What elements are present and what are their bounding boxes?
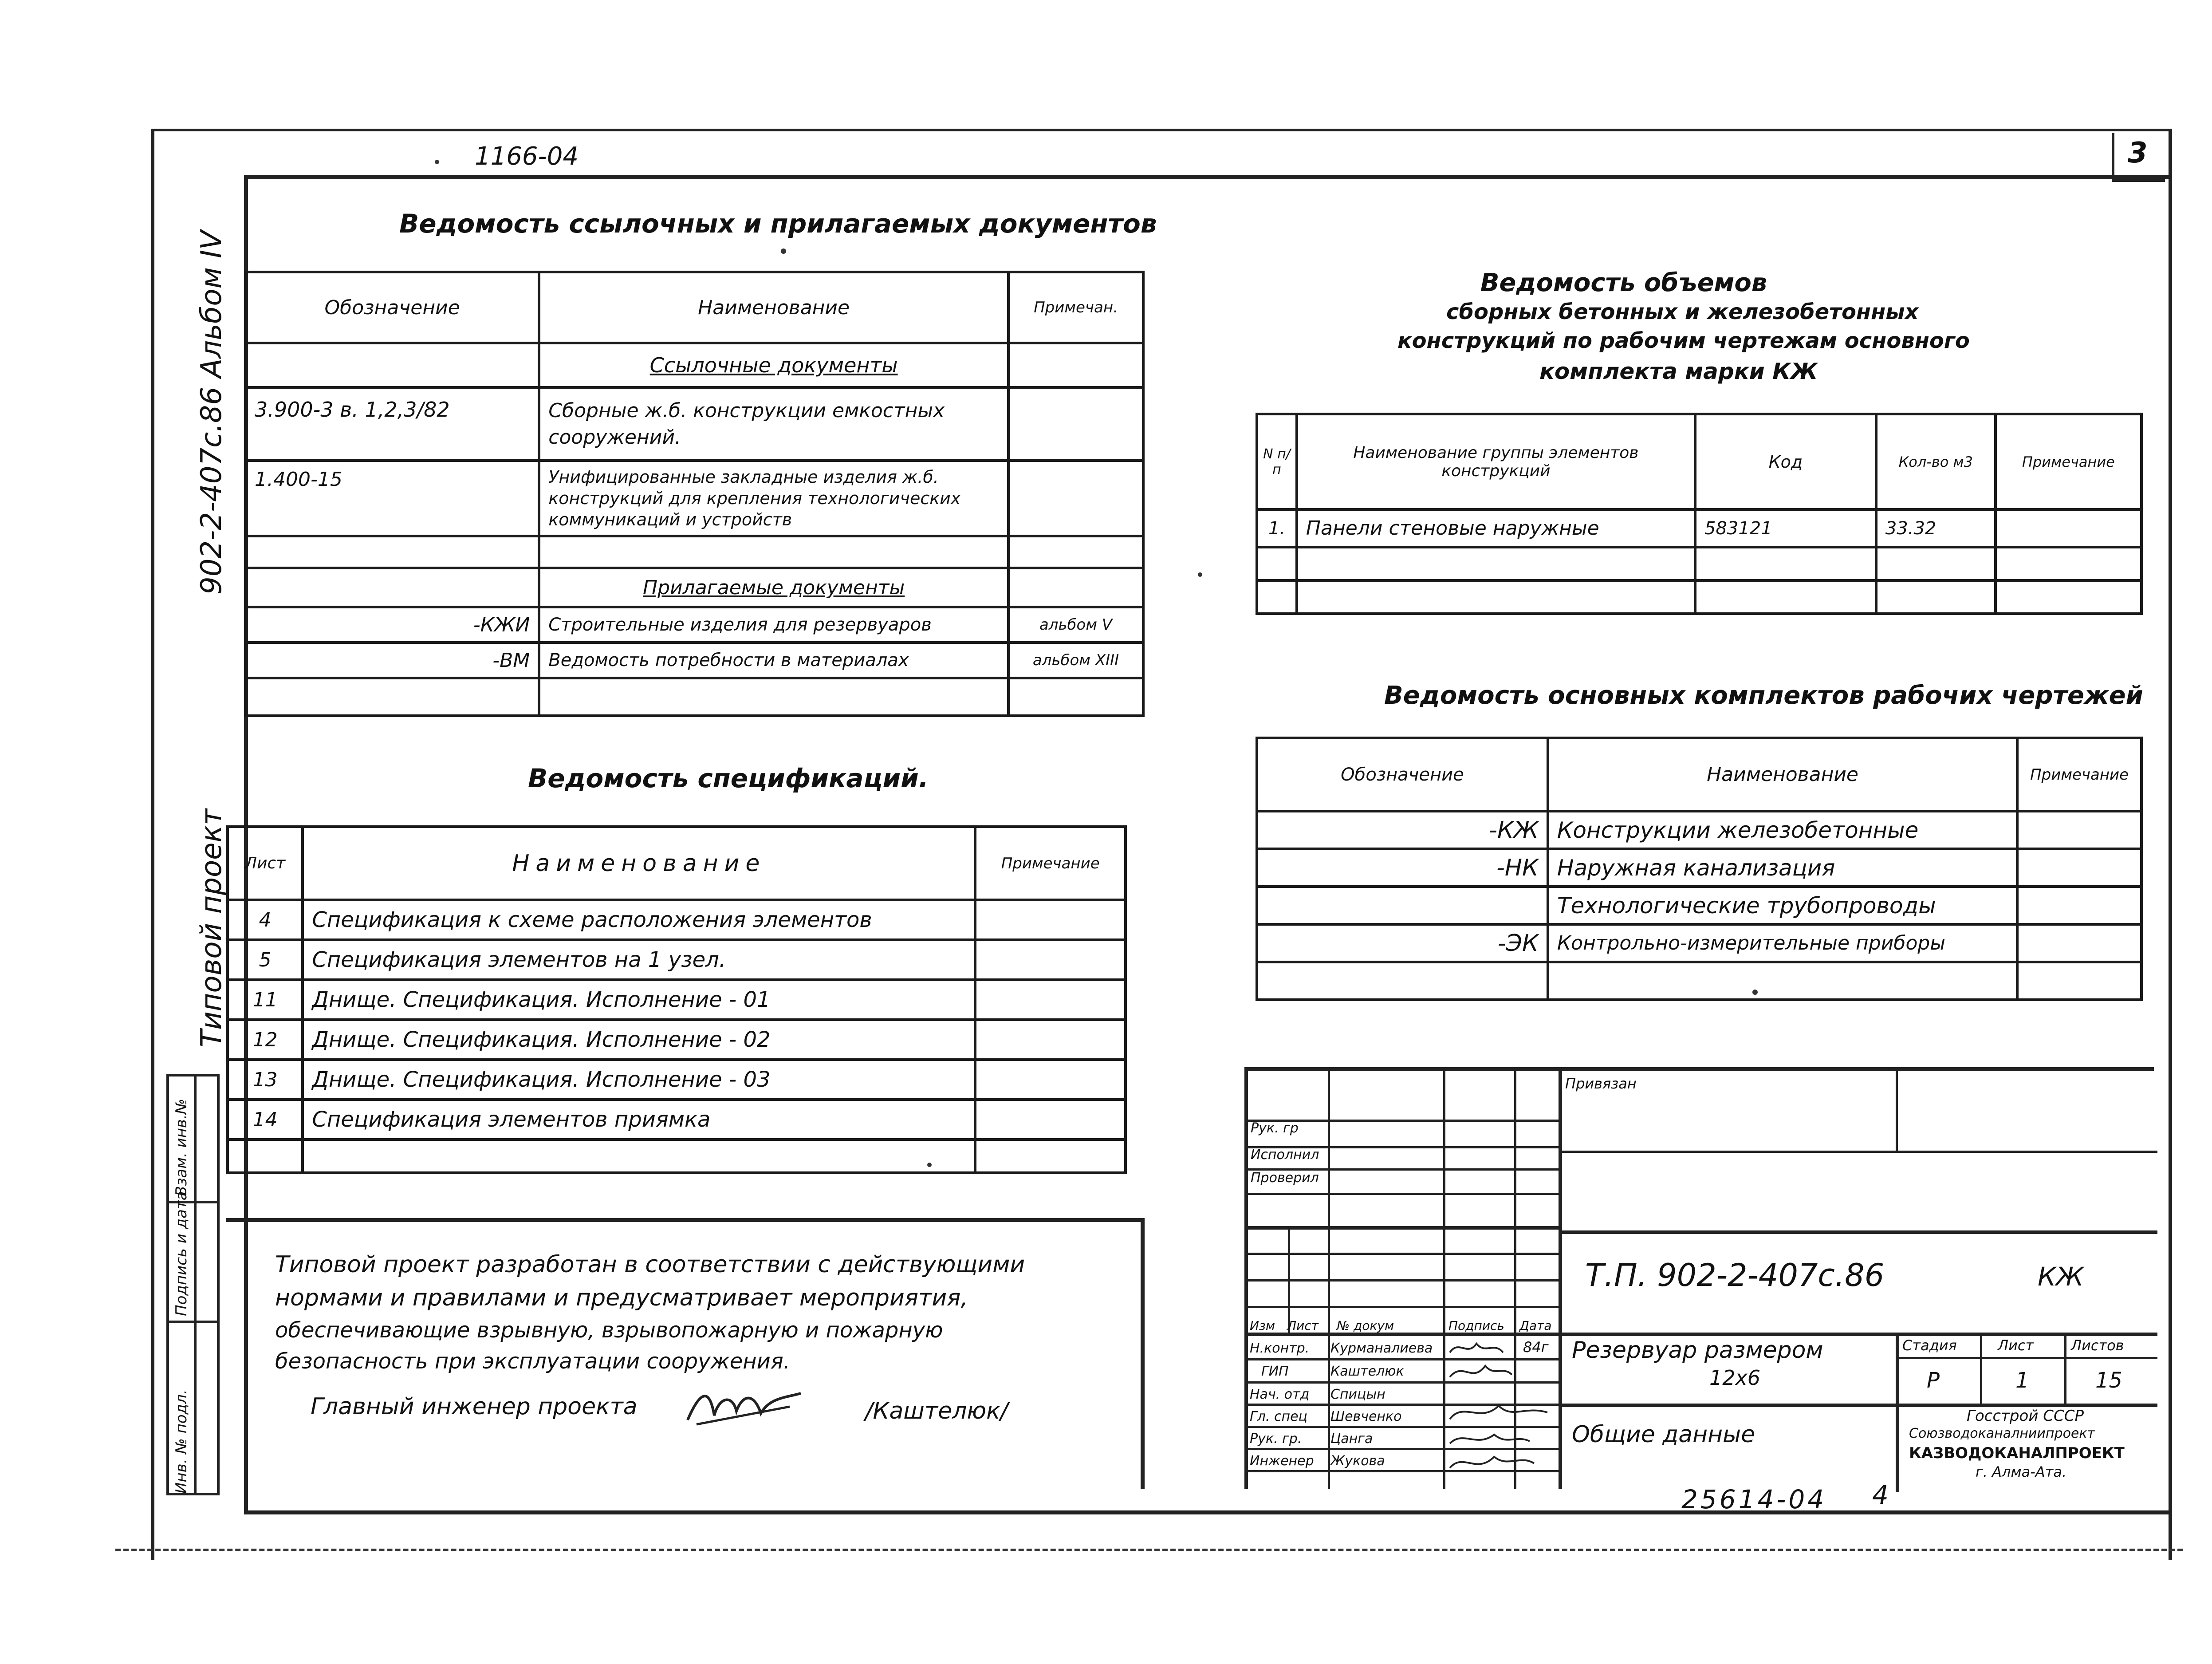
spec-sheet: 5 bbox=[228, 940, 303, 980]
note-line: безопасность при эксплуатации сооружения. bbox=[275, 1349, 790, 1374]
doc-code: Т.П. 902-2-407с.86 bbox=[1585, 1257, 1885, 1293]
specs-hdr-sheet: Лист bbox=[228, 827, 303, 900]
ref-row-code: 3.900-3 в. 1,2,3/82 bbox=[245, 387, 539, 461]
org-line: КАЗВОДОКАНАЛПРОЕКТ bbox=[1909, 1444, 2125, 1462]
title-block bbox=[1244, 1067, 2154, 1489]
spec-name: Днище. Спецификация. Исполнение - 02 bbox=[303, 1020, 975, 1060]
tb-hdr-date: Дата bbox=[1519, 1318, 1552, 1333]
kit-name: Контрольно-измерительные приборы bbox=[1548, 924, 2017, 962]
vol-row-code: 583121 bbox=[1695, 509, 1876, 547]
stamp-vzam: Взам. инв.№ bbox=[173, 1098, 190, 1196]
scan-speck bbox=[927, 1163, 932, 1167]
note-line: Типовой проект разработан в соответствии с действующими bbox=[275, 1251, 1025, 1278]
ref-docs-title: Ведомость ссылочных и прилагаемых документов bbox=[399, 209, 1157, 239]
album-label: 902-2-407с.86 Альбом IV bbox=[195, 230, 228, 595]
kit-code: -ЭК bbox=[1257, 924, 1548, 962]
ref-docs-table bbox=[244, 271, 1145, 717]
chief-name: /Каштелюк/ bbox=[865, 1398, 1008, 1424]
spec-name: Спецификация элементов на 1 узел. bbox=[303, 940, 975, 980]
signatures bbox=[1445, 1335, 1556, 1490]
tb-hdr-doc: № докум bbox=[1337, 1318, 1394, 1333]
sheet-label: Лист bbox=[1998, 1337, 2034, 1354]
ref-row-name: Сборные ж.б. конструкции емкостных сооружений. bbox=[539, 387, 1008, 461]
org-line: Союзводоканалниипроект bbox=[1909, 1426, 2095, 1441]
object-line2: 12х6 bbox=[1709, 1366, 1761, 1390]
kit-code: -КЖ bbox=[1257, 811, 1548, 849]
page-number: 3 bbox=[2128, 137, 2148, 170]
sheet-title: Общие данные bbox=[1572, 1421, 1755, 1448]
kit-name: Наружная канализация bbox=[1548, 849, 2017, 887]
person-role: Инженер bbox=[1250, 1453, 1314, 1469]
specs-title: Ведомость спецификаций. bbox=[528, 763, 929, 793]
doc-mark: КЖ bbox=[2038, 1262, 2084, 1292]
spec-sheet: 13 bbox=[228, 1060, 303, 1100]
person-date: 84г bbox=[1523, 1339, 1549, 1356]
chief-signature bbox=[683, 1380, 807, 1433]
person-role: Нач. отд bbox=[1250, 1387, 1310, 1402]
kits-hdr-note: Примечание bbox=[2017, 738, 2141, 811]
person-role: Н.контр. bbox=[1250, 1341, 1310, 1356]
specs-hdr-name: Наименование bbox=[303, 827, 975, 900]
role-upper: Проверил bbox=[1251, 1170, 1319, 1186]
volumes-title-1: Ведомость объемов bbox=[1480, 268, 1767, 297]
ref-hdr-code: Обозначение bbox=[245, 272, 539, 343]
role-upper: Рук. гр bbox=[1251, 1120, 1299, 1136]
sheets-value: 15 bbox=[2095, 1368, 2123, 1393]
bottom-dashed-line bbox=[115, 1549, 2183, 1551]
sheets-label: Листов bbox=[2071, 1337, 2124, 1354]
volumes-table bbox=[1256, 413, 2143, 615]
specs-hdr-note: Примечание bbox=[975, 827, 1126, 900]
chief-label: Главный инженер проекта bbox=[311, 1393, 638, 1420]
page-number-box bbox=[2112, 133, 2165, 182]
role-upper: Исполнил bbox=[1251, 1147, 1319, 1163]
kits-hdr-name: Наименование bbox=[1548, 738, 2017, 811]
vol-row-qty: 33.32 bbox=[1876, 509, 1996, 547]
vol-hdr-qty: Кол-во м3 bbox=[1876, 414, 1996, 509]
att-row-code: -КЖИ bbox=[245, 607, 539, 643]
tb-hdr-list: Лист bbox=[1287, 1318, 1319, 1333]
spec-name: Днище. Спецификация. Исполнение - 03 bbox=[303, 1060, 975, 1100]
person-name: Шевченко bbox=[1330, 1409, 1402, 1424]
kit-name: Конструкции железобетонные bbox=[1548, 811, 2017, 849]
spec-name: Спецификация к схеме расположения элементов bbox=[303, 900, 975, 940]
kit-code bbox=[1257, 887, 1548, 924]
object-line1: Резервуар размером bbox=[1572, 1337, 1823, 1364]
kits-table bbox=[1256, 737, 2143, 1001]
ref-row-name: Унифицированные закладные изделия ж.б. конструкций для крепления технологических коммуникаций и устройств bbox=[539, 461, 1008, 536]
att-row-code: -ВМ bbox=[245, 643, 539, 678]
volumes-title-4: комплекта марки КЖ bbox=[1539, 359, 1818, 384]
ref-row-code: 1.400-15 bbox=[245, 461, 539, 536]
privyazan-label: Привязан bbox=[1565, 1075, 1637, 1092]
stage-label: Стадия bbox=[1902, 1337, 1957, 1354]
person-name: Каштелюк bbox=[1330, 1364, 1404, 1379]
spec-name: Спецификация элементов приямка bbox=[303, 1100, 975, 1140]
note-line: нормами и правилами и предусматривает мероприятия, bbox=[275, 1285, 968, 1311]
section-ref: Ссылочные документы bbox=[539, 343, 1008, 387]
spec-sheet: 14 bbox=[228, 1100, 303, 1140]
stamp-invpodl: Инв. № подл. bbox=[173, 1389, 190, 1494]
side-stamp bbox=[166, 1074, 220, 1495]
scan-speck bbox=[781, 248, 786, 254]
vol-hdr-name: Наименование группы элементов конструкций bbox=[1297, 414, 1695, 509]
org-line: Госстрой СССР bbox=[1967, 1407, 2084, 1425]
vol-hdr-code: Код bbox=[1695, 414, 1876, 509]
spec-sheet: 4 bbox=[228, 900, 303, 940]
person-role: Гл. спец bbox=[1250, 1409, 1307, 1424]
section-att: Прилагаемые документы bbox=[539, 568, 1008, 607]
scan-speck bbox=[1752, 990, 1758, 995]
note-line: обеспечивающие взрывную, взрывопожарную и пожарную bbox=[275, 1318, 943, 1343]
volumes-title-3: конструкций по рабочим чертежам основного bbox=[1397, 328, 1970, 353]
tb-hdr-sign: Подпись bbox=[1448, 1318, 1504, 1333]
kits-title: Ведомость основных комплектов рабочих чертежей bbox=[1384, 681, 2143, 710]
kits-hdr-code: Обозначение bbox=[1257, 738, 1548, 811]
spec-name: Днище. Спецификация. Исполнение - 01 bbox=[303, 980, 975, 1020]
bottom-code: 25614-04 bbox=[1681, 1484, 1827, 1514]
person-name: Спицын bbox=[1330, 1387, 1385, 1402]
org-line: г. Алма-Ата. bbox=[1976, 1463, 2067, 1480]
vol-row-name: Панели стеновые наружные bbox=[1297, 509, 1695, 547]
vol-hdr-note: Примечание bbox=[1996, 414, 2141, 509]
volumes-title-2: сборных бетонных и железобетонных bbox=[1446, 300, 1919, 324]
person-name: Курманалиева bbox=[1330, 1341, 1433, 1356]
vol-row-n: 1. bbox=[1257, 509, 1297, 547]
tb-hdr-izm: Изм bbox=[1250, 1318, 1275, 1333]
att-row-name: Ведомость потребности в материалах bbox=[539, 643, 1008, 678]
kit-name: Технологические трубопроводы bbox=[1548, 887, 2017, 924]
person-name: Жукова bbox=[1330, 1453, 1385, 1469]
att-row-note: альбом V bbox=[1008, 607, 1143, 643]
spec-sheet: 12 bbox=[228, 1020, 303, 1060]
type-project-label: Типовой проект bbox=[195, 808, 228, 1047]
ref-hdr-note: Примечан. bbox=[1008, 272, 1143, 343]
person-name: Цанга bbox=[1330, 1431, 1373, 1447]
kit-code: -НК bbox=[1257, 849, 1548, 887]
stage-value: Р bbox=[1927, 1368, 1940, 1393]
att-row-name: Строительные изделия для резервуаров bbox=[539, 607, 1008, 643]
specs-table bbox=[226, 825, 1127, 1174]
person-role: Рук. гр. bbox=[1250, 1431, 1302, 1447]
att-row-note: альбом XIII bbox=[1008, 643, 1143, 678]
corner-code: 1166-04 bbox=[475, 142, 579, 171]
scan-speck bbox=[435, 160, 439, 164]
person-role: ГИП bbox=[1261, 1364, 1289, 1379]
vol-hdr-n: N п/п bbox=[1257, 414, 1297, 509]
sheet-value: 1 bbox=[2015, 1368, 2029, 1393]
bottom-num: 4 bbox=[1872, 1480, 1889, 1510]
stamp-podpis: Подпись и дата bbox=[173, 1191, 190, 1316]
scan-speck bbox=[1198, 572, 1202, 577]
ref-hdr-name: Наименование bbox=[539, 272, 1008, 343]
spec-sheet: 11 bbox=[228, 980, 303, 1020]
